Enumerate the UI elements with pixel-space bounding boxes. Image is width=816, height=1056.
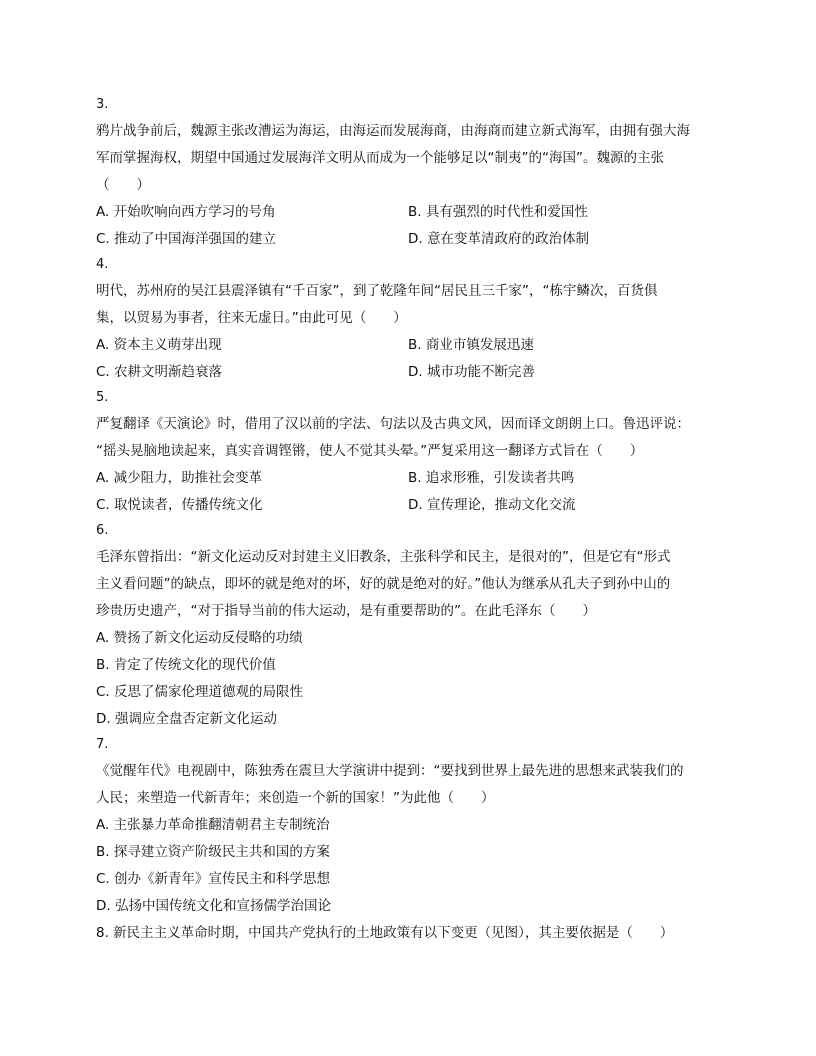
question-4-option-b: B. 商业市镇发展迅速 [408, 337, 534, 353]
question-6-option-a: A. 赞扬了新文化运动反侵略的功绩 [96, 630, 303, 646]
question-7-option-a: A. 主张暴力革命推翻清朝君主专制统治 [96, 817, 330, 833]
question-6-stem-line-3: 珍贵历史遗产，“对于指导当前的伟大运动，是有重要帮助的”。在此毛泽东（ ） [96, 603, 596, 619]
question-6-option-b: B. 肯定了传统文化的现代价值 [96, 657, 276, 673]
question-4-option-a: A. 资本主义萌芽出现 [96, 337, 222, 353]
question-3-number: 3. [96, 97, 109, 112]
question-3-option-c: C. 推动了中国海洋强国的建立 [96, 231, 277, 247]
question-4-stem-line-1: 明代，苏州府的吴江县震泽镇有“千百家”，到了乾隆年间“居民且三千家”，“栋宇鳞次，百货俱 [96, 283, 658, 299]
question-4-option-c: C. 农耕文明渐趋衰落 [96, 364, 223, 380]
question-7-option-b: B. 探寻建立资产阶级民主共和国的方案 [96, 844, 330, 860]
question-5-option-a: A. 减少阻力，助推社会变革 [96, 470, 263, 486]
question-7-stem-line-1: 《觉醒年代》电视剧中，陈独秀在震旦大学演讲中提到：“要找到世界上最先进的思想来武装我们的 [96, 763, 684, 779]
question-4-option-d: D. 城市功能不断完善 [408, 364, 535, 380]
question-3-stem-line-1: 鸦片战争前后，魏源主张改漕运为海运，由海运而发展海商，由海商而建立新式海军，由拥有强大海 [96, 123, 690, 139]
question-6-option-d: D. 强调应全盘否定新文化运动 [96, 711, 277, 727]
question-7-number: 7. [96, 737, 109, 752]
question-4-stem-line-2: 集，以贸易为事者，往来无虚日。”由此可见（ ） [96, 310, 407, 326]
question-5-option-d: D. 宣传理论，推动文化交流 [408, 497, 576, 513]
question-7-stem-line-2: 人民；来塑造一代新青年；来创造一个新的国家！”为此他（ ） [96, 790, 495, 806]
question-3-option-a: A. 开始吹响向西方学习的号角 [96, 204, 276, 220]
question-5-number: 5. [96, 390, 109, 405]
question-7-option-c: C. 创办《新青年》宣传民主和科学思想 [96, 871, 331, 887]
question-6-number: 6. [96, 523, 109, 538]
question-8-stem: 8. 新民主主义革命时期，中国共产党执行的土地政策有以下变更（见图），其主要依据是（ ） [96, 925, 674, 941]
question-5-option-c: C. 取悦读者，传播传统文化 [96, 497, 263, 513]
question-5-stem-line-1: 严复翻译《天演论》时，借用了汉以前的字法、句法以及古典文风，因而译文朗朗上口。鲁迅评说： [96, 416, 690, 432]
question-3-stem-line-2: 军而掌握海权，期望中国通过发展海洋文明从而成为一个能够足以“制夷”的“海国”。魏源的主张 [96, 150, 664, 166]
question-3-option-d: D. 意在变革清政府的政治体制 [408, 231, 589, 247]
question-6-option-c: C. 反思了儒家伦理道德观的局限性 [96, 684, 304, 700]
question-3-stem-line-3: （ ） [96, 177, 150, 193]
question-4-number: 4. [96, 257, 109, 272]
question-3-option-b: B. 具有强烈的时代性和爱国性 [408, 204, 588, 220]
question-5-stem-line-2: “摇头晃脑地读起来，真实音调铿锵，使人不觉其头晕。”严复采用这一翻译方式旨在（ ） [96, 443, 644, 459]
question-6-stem-line-1: 毛泽东曾指出：“新文化运动反对封建主义旧教条，主张科学和民主，是很对的”，但是它有“形式 [96, 549, 671, 565]
question-6-stem-line-2: 主义看问题”的缺点，即坏的就是绝对的坏，好的就是绝对的好。”他认为继承从孔夫子到孙中山的 [96, 576, 671, 592]
question-7-option-d: D. 弘扬中国传统文化和宣扬儒学治国论 [96, 898, 331, 914]
question-5-option-b: B. 追求形雅，引发读者共鸣 [408, 470, 575, 486]
